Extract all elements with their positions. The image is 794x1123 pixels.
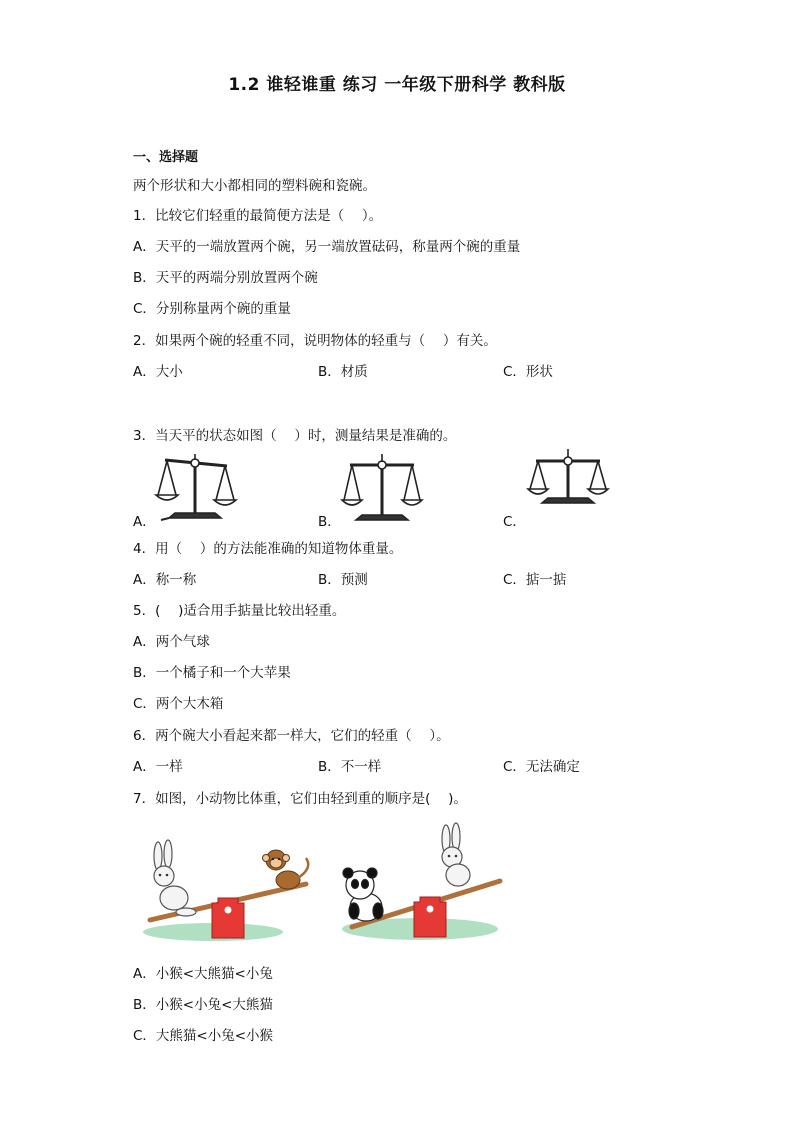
q1-option-b[interactable]: B．天平的两端分别放置两个碗 bbox=[133, 270, 318, 286]
q7-option-b[interactable]: B．小猴<小兔<大熊猫 bbox=[133, 997, 273, 1013]
q1-option-c[interactable]: C．分别称量两个碗的重量 bbox=[133, 301, 291, 317]
q1-option-a[interactable]: A．天平的一端放置两个碗，另一端放置砝码，称量两个碗的重量 bbox=[133, 239, 521, 255]
q2-option-c[interactable]: C．形状 bbox=[503, 364, 553, 380]
q7-option-c[interactable]: C．大熊猫<小兔<小猴 bbox=[133, 1028, 274, 1044]
q6-option-b[interactable]: B．不一样 bbox=[318, 759, 382, 775]
q7-option-a[interactable]: A．小猴<大熊猫<小兔 bbox=[133, 966, 273, 982]
q1-stem: 1．比较它们轻重的最简便方法是（ ）。 bbox=[133, 208, 383, 224]
q3-option-b[interactable]: B． bbox=[318, 514, 341, 530]
seesaw-rabbit-monkey-image bbox=[138, 838, 318, 946]
q4-option-b[interactable]: B．预测 bbox=[318, 572, 368, 588]
q4-option-c[interactable]: C．掂一掂 bbox=[503, 572, 567, 588]
q5-stem: 5．( )适合用手掂量比较出轻重。 bbox=[133, 603, 346, 619]
q3-stem: 3．当天平的状态如图（ ）时，测量结果是准确的。 bbox=[133, 428, 457, 444]
q5-option-a[interactable]: A．两个气球 bbox=[133, 634, 210, 650]
q2-stem: 2．如果两个碗的轻重不同，说明物体的轻重与（ ）有关。 bbox=[133, 333, 497, 349]
q2-option-a[interactable]: A．大小 bbox=[133, 364, 183, 380]
q5-option-b[interactable]: B．一个橘子和一个大苹果 bbox=[133, 665, 291, 681]
intro-text: 两个形状和大小都相同的塑料碗和瓷碗。 bbox=[133, 178, 376, 194]
balance-a-image bbox=[155, 450, 245, 522]
balance-c-image bbox=[528, 447, 618, 519]
section-heading: 一、选择题 bbox=[133, 150, 199, 165]
q4-stem: 4．用（ ）的方法能准确的知道物体重量。 bbox=[133, 541, 403, 557]
balance-b-image bbox=[342, 452, 432, 524]
q4-option-a[interactable]: A．称一称 bbox=[133, 572, 197, 588]
q2-option-b[interactable]: B．材质 bbox=[318, 364, 368, 380]
q6-stem: 6．两个碗大小看起来都一样大，它们的轻重（ ）。 bbox=[133, 728, 450, 744]
q3-option-a[interactable]: A． bbox=[133, 514, 156, 530]
seesaw-panda-rabbit-image bbox=[330, 823, 510, 945]
q5-option-c[interactable]: C．两个大木箱 bbox=[133, 696, 224, 712]
q6-option-a[interactable]: A．一样 bbox=[133, 759, 183, 775]
q3-option-c[interactable]: C． bbox=[503, 514, 526, 530]
q7-stem: 7．如图，小动物比体重，它们由轻到重的顺序是( )。 bbox=[133, 791, 467, 807]
page-title: 1.2 谁轻谁重 练习 一年级下册科学 教科版 bbox=[228, 75, 566, 95]
q6-option-c[interactable]: C．无法确定 bbox=[503, 759, 580, 775]
